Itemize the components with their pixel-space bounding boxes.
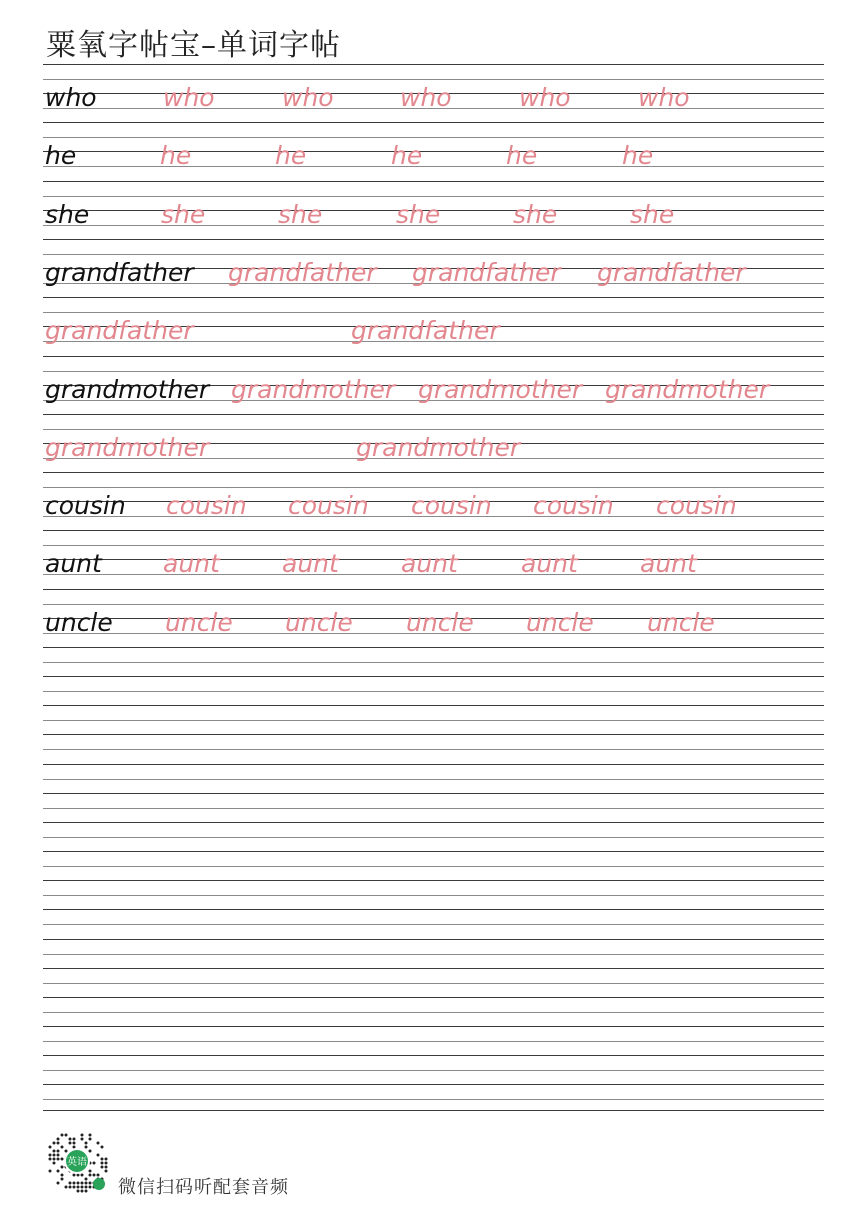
trace-word: who bbox=[519, 83, 571, 112]
qr-code-icon[interactable] bbox=[42, 1127, 112, 1197]
trace-word: she bbox=[278, 199, 323, 229]
guide-line bbox=[43, 254, 824, 255]
trace-word: uncle bbox=[526, 607, 594, 637]
trace-word: who bbox=[400, 83, 452, 112]
trace-word: uncle bbox=[647, 607, 715, 637]
word-row bbox=[43, 181, 824, 239]
guide-line bbox=[43, 429, 824, 430]
guide-line bbox=[43, 1012, 824, 1013]
guide-line bbox=[43, 64, 824, 65]
guide-line bbox=[43, 122, 824, 123]
trace-word: cousin bbox=[166, 491, 247, 521]
blank-row bbox=[43, 647, 824, 705]
guide-line bbox=[43, 530, 824, 531]
guide-line bbox=[43, 691, 824, 692]
guide-line bbox=[43, 720, 824, 721]
word-row bbox=[43, 589, 824, 647]
model-word: who bbox=[45, 83, 97, 112]
blank-row bbox=[43, 1055, 824, 1113]
copybook-sheet bbox=[43, 64, 824, 1124]
guide-line bbox=[43, 604, 824, 605]
guide-line bbox=[43, 239, 824, 240]
trace-word: grandfather bbox=[45, 316, 194, 346]
trace-word: uncle bbox=[406, 607, 474, 637]
trace-word: uncle bbox=[285, 607, 353, 637]
guide-line bbox=[43, 1070, 824, 1071]
guide-line bbox=[43, 79, 824, 80]
trace-word: she bbox=[513, 199, 558, 229]
trace-word: cousin bbox=[288, 491, 369, 521]
guide-line bbox=[43, 196, 824, 197]
word-row bbox=[43, 297, 824, 355]
trace-word: cousin bbox=[411, 491, 492, 521]
trace-word: cousin bbox=[533, 491, 614, 521]
model-word: aunt bbox=[45, 549, 102, 579]
blank-row bbox=[43, 705, 824, 763]
guide-line bbox=[43, 924, 824, 925]
word-row bbox=[43, 414, 824, 472]
qr-badge-label: 英语 bbox=[67, 1157, 87, 1168]
blank-row bbox=[43, 764, 824, 822]
guide-line bbox=[43, 181, 824, 182]
trace-word: who bbox=[163, 83, 215, 112]
guide-line bbox=[43, 822, 824, 823]
trace-word: aunt bbox=[401, 549, 458, 579]
guide-line bbox=[43, 487, 824, 488]
word-row bbox=[43, 356, 824, 414]
guide-line bbox=[43, 676, 824, 677]
word-row bbox=[43, 64, 824, 122]
guide-line bbox=[43, 1084, 824, 1085]
word-row bbox=[43, 530, 824, 588]
guide-line bbox=[43, 764, 824, 765]
guide-line bbox=[43, 997, 824, 998]
mini-badge bbox=[93, 1178, 105, 1190]
guide-line bbox=[43, 371, 824, 372]
guide-line bbox=[43, 968, 824, 969]
trace-word: aunt bbox=[282, 549, 339, 579]
model-word: grandfather bbox=[45, 257, 194, 287]
guide-line bbox=[43, 880, 824, 881]
trace-word: cousin bbox=[656, 491, 737, 521]
guide-line bbox=[43, 1041, 824, 1042]
trace-word: grandfather bbox=[597, 257, 746, 287]
trace-word: uncle bbox=[165, 607, 233, 637]
blank-row bbox=[43, 880, 824, 938]
trace-word: grandfather bbox=[228, 257, 377, 287]
trace-word: she bbox=[161, 199, 206, 229]
guide-line bbox=[43, 297, 824, 298]
page-title: 粟氧字帖宝–单词字帖 bbox=[46, 28, 341, 63]
guide-line bbox=[43, 589, 824, 590]
model-word: uncle bbox=[45, 607, 113, 637]
guide-line bbox=[43, 312, 824, 313]
guide-line bbox=[43, 414, 824, 415]
trace-word: grandmother bbox=[356, 432, 521, 462]
guide-line bbox=[43, 1099, 824, 1100]
trace-word: aunt bbox=[640, 549, 697, 579]
model-word: she bbox=[45, 199, 90, 229]
trace-word: who bbox=[638, 83, 690, 112]
model-word: he bbox=[45, 141, 77, 171]
trace-word: he bbox=[160, 141, 192, 171]
guide-line bbox=[43, 808, 824, 809]
trace-word: grandmother bbox=[605, 374, 770, 404]
trace-word: he bbox=[506, 141, 538, 171]
guide-line bbox=[43, 1026, 824, 1027]
trace-word: grandmother bbox=[231, 374, 396, 404]
word-row bbox=[43, 472, 824, 530]
guide-line bbox=[43, 137, 824, 138]
trace-word: aunt bbox=[521, 549, 578, 579]
guide-line bbox=[43, 647, 824, 648]
trace-word: she bbox=[630, 199, 675, 229]
trace-word: grandmother bbox=[418, 374, 583, 404]
guide-line bbox=[43, 851, 824, 852]
blank-row bbox=[43, 997, 824, 1055]
trace-word: grandfather bbox=[351, 316, 500, 346]
blank-row bbox=[43, 939, 824, 997]
guide-line bbox=[43, 779, 824, 780]
trace-word: she bbox=[396, 199, 441, 229]
guide-line bbox=[43, 662, 824, 663]
trace-word: grandfather bbox=[412, 257, 561, 287]
blank-row bbox=[43, 822, 824, 880]
word-row bbox=[43, 239, 824, 297]
trace-word: he bbox=[622, 141, 654, 171]
model-word: grandmother bbox=[45, 374, 210, 404]
footer bbox=[42, 1127, 442, 1199]
guide-line bbox=[43, 866, 824, 867]
guide-line bbox=[43, 793, 824, 794]
word-row bbox=[43, 122, 824, 180]
trace-word: grandmother bbox=[45, 432, 210, 462]
guide-line bbox=[43, 983, 824, 984]
guide-line bbox=[43, 837, 824, 838]
guide-line bbox=[43, 472, 824, 473]
trace-word: aunt bbox=[163, 549, 220, 579]
guide-line bbox=[43, 356, 824, 357]
guide-line bbox=[43, 895, 824, 896]
trace-word: he bbox=[275, 141, 307, 171]
guide-line bbox=[43, 545, 824, 546]
trace-word: he bbox=[391, 141, 423, 171]
guide-line bbox=[43, 734, 824, 735]
guide-line bbox=[43, 749, 824, 750]
guide-line bbox=[43, 1055, 824, 1056]
scan-instruction: 微信扫码听配套音频 bbox=[118, 1177, 289, 1198]
trace-word: who bbox=[282, 83, 334, 112]
guide-line bbox=[43, 954, 824, 955]
model-word: cousin bbox=[45, 491, 126, 521]
guide-line bbox=[43, 1110, 824, 1111]
guide-line bbox=[43, 705, 824, 706]
guide-line bbox=[43, 909, 824, 910]
guide-line bbox=[43, 939, 824, 940]
